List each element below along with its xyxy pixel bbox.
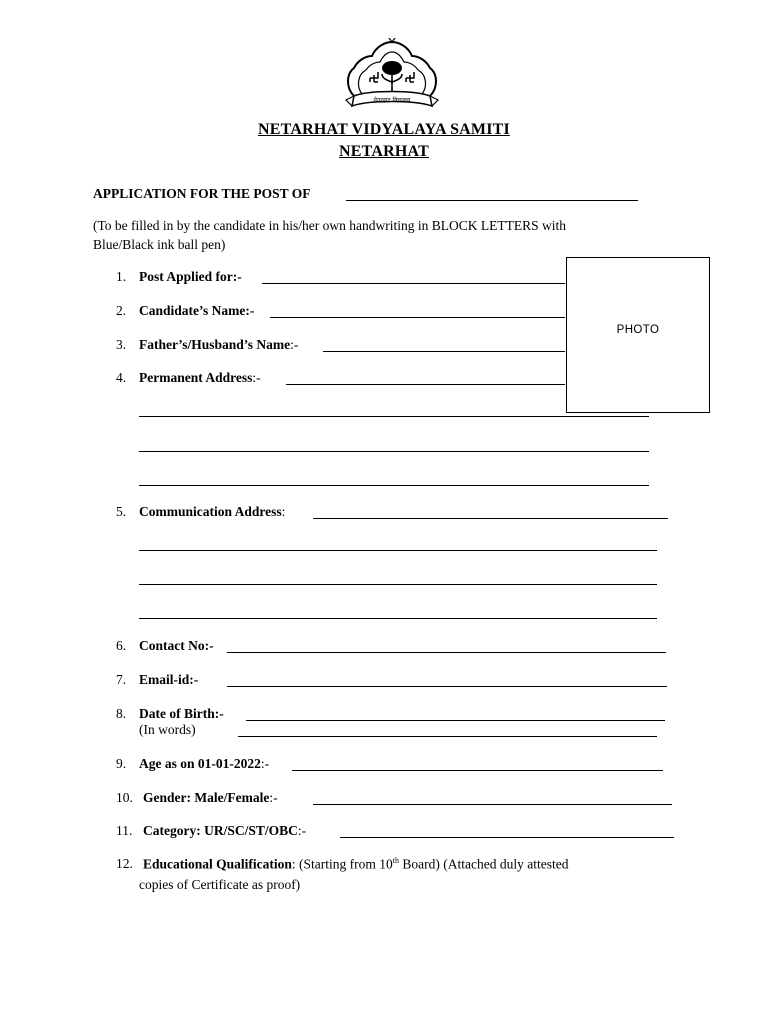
dob-in-words-line[interactable] <box>238 736 657 737</box>
contact-no-line[interactable] <box>227 652 666 653</box>
field-number: 8. <box>116 706 127 721</box>
father-name-suffix: :- <box>290 337 299 352</box>
communication-address-suffix: : <box>281 504 286 519</box>
education-text-b: Board) (Attached duly attested <box>399 856 569 872</box>
post-applied-label: Post Applied for:- <box>139 269 242 284</box>
field-number: 3. <box>116 337 127 352</box>
field-number: 10. <box>116 790 133 805</box>
contact-no-label: Contact No:- <box>139 638 214 653</box>
father-name-label: Father’s/Husband’s Name <box>139 337 291 352</box>
age-line[interactable] <box>292 770 663 771</box>
communication-address-line[interactable] <box>313 518 668 519</box>
category-line[interactable] <box>340 837 674 838</box>
education-text-a: : (Starting from 10 <box>291 856 393 872</box>
education-label: Educational Qualification <box>143 856 292 872</box>
place-heading: NETARHAT <box>339 143 429 160</box>
candidate-name-label: Candidate’s Name:- <box>139 303 255 318</box>
logo-banner-text: नेतरहाट विद्यालय <box>373 97 411 104</box>
communication-address-label: Communication Address <box>139 504 282 519</box>
category-label: Category: UR/SC/ST/OBC <box>143 823 298 838</box>
father-name-line[interactable] <box>323 351 565 352</box>
age-suffix: :- <box>260 756 270 771</box>
field-number: 2. <box>116 303 127 318</box>
field-number: 9. <box>116 756 127 771</box>
category-suffix: :- <box>297 823 307 838</box>
communication-address-line-3[interactable] <box>139 584 657 585</box>
field-number: 11. <box>116 823 133 838</box>
field-number: 12. <box>116 856 133 871</box>
field-number: 1. <box>116 269 127 284</box>
field-number: 5. <box>116 504 127 519</box>
email-id-label: Email-id:- <box>139 672 199 687</box>
photo-label: PHOTO <box>616 324 660 336</box>
communication-address-line-2[interactable] <box>139 550 657 551</box>
field-number: 7. <box>116 672 127 687</box>
gender-line[interactable] <box>313 804 672 805</box>
permanent-address-line[interactable] <box>286 384 565 385</box>
photo-box[interactable] <box>566 257 710 413</box>
post-of-label: APPLICATION FOR THE POST OF <box>93 186 311 201</box>
education-line-2: copies of Certificate as proof) <box>139 877 301 892</box>
age-label: Age as on 01-01-2022 <box>139 756 261 771</box>
instruction-line-1: (To be filled in by the candidate in his/her own handwriting in BLOCK LETTERS with <box>93 218 566 233</box>
education-sup: th <box>392 856 400 865</box>
post-of-line[interactable] <box>346 200 638 201</box>
post-applied-line[interactable] <box>262 283 565 284</box>
dob-in-words-label: (In words) <box>139 722 196 737</box>
gender-suffix: :- <box>269 790 278 805</box>
email-id-line[interactable] <box>227 686 667 687</box>
field-number: 4. <box>116 370 127 385</box>
permanent-address-line-3[interactable] <box>139 451 649 452</box>
instruction-line-2: Blue/Black ink ball pen) <box>93 237 226 252</box>
dob-label: Date of Birth:- <box>139 706 224 721</box>
samiti-logo <box>340 38 444 114</box>
permanent-address-line-4[interactable] <box>139 485 649 486</box>
org-name-heading: NETARHAT VIDYALAYA SAMITI <box>258 121 510 138</box>
permanent-address-suffix: :- <box>252 370 261 385</box>
dob-line[interactable] <box>246 720 665 721</box>
communication-address-line-4[interactable] <box>139 618 657 619</box>
gender-label: Gender: Male/Female <box>143 790 270 805</box>
field-number: 6. <box>116 638 127 653</box>
permanent-address-line-2[interactable] <box>139 416 649 417</box>
permanent-address-label: Permanent Address <box>139 370 253 385</box>
candidate-name-line[interactable] <box>270 317 565 318</box>
